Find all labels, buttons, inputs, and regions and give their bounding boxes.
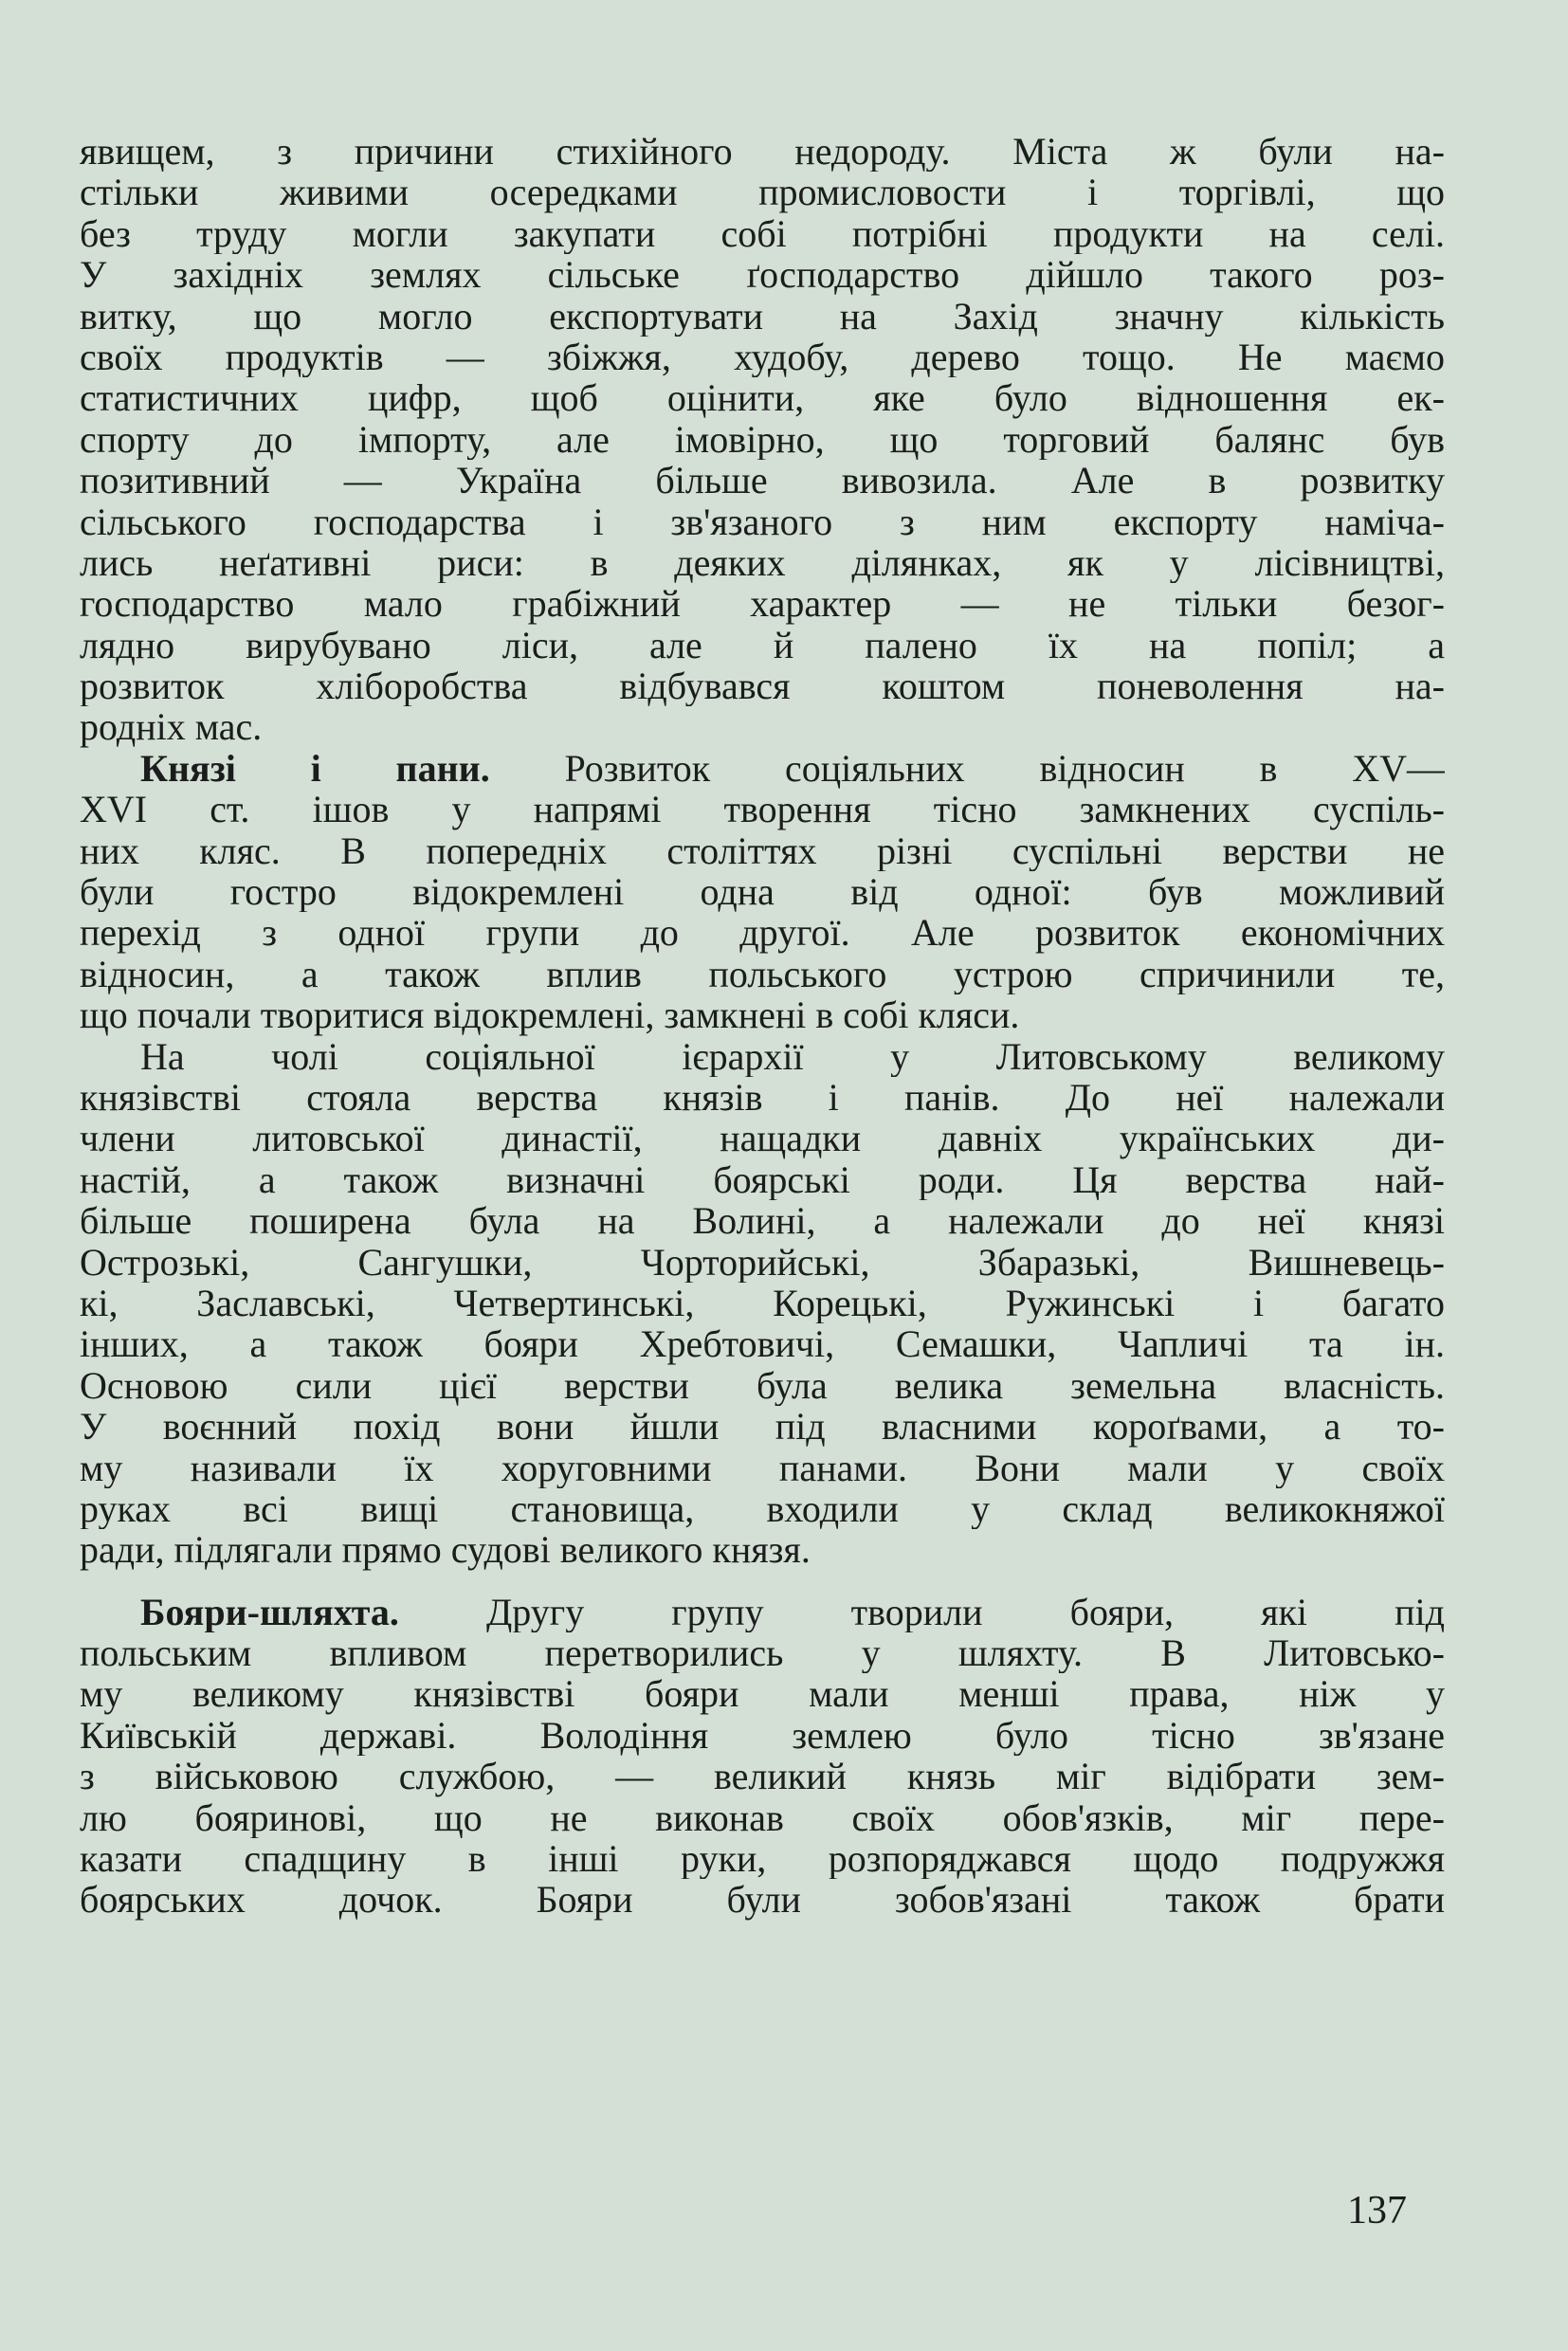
line-text: явищем, з причини стихійного недороду. Міста ж були на- bbox=[80, 131, 1445, 173]
text-line bbox=[80, 1323, 1445, 1364]
text-line bbox=[80, 1673, 1445, 1714]
line-text: без труду могли закупати собі потрібні продукти на селі. bbox=[80, 212, 1445, 255]
text-line bbox=[80, 1632, 1445, 1673]
text-line bbox=[80, 213, 1445, 254]
text-line bbox=[80, 830, 1445, 871]
line-text: господарство мало грабіжний характер — не тільки безог- bbox=[80, 583, 1445, 625]
paragraph bbox=[80, 1036, 1445, 1571]
line-text: своїх продуктів — збіжжя, худобу, дерево тощо. Не маємо bbox=[80, 336, 1445, 378]
text-line bbox=[80, 1077, 1445, 1118]
line-text: На чолі соціяльної ієрархії у Литовському великому bbox=[140, 1035, 1445, 1077]
text-line bbox=[80, 1879, 1445, 1920]
paragraph bbox=[80, 748, 1445, 1036]
line-text: спорту до імпорту, але імовірно, що торговий балянс був bbox=[80, 418, 1445, 461]
line-text: настій, а також визначні боярські роди. Ця верства най- bbox=[80, 1158, 1445, 1201]
line-text: позитивний — Україна більше вивозила. Але в розвитку bbox=[80, 460, 1445, 501]
line-text: боярських дочок. Бояри були зобов'язані також брати bbox=[80, 1879, 1445, 1921]
text-line bbox=[80, 1036, 1445, 1077]
line-text: статистичних цифр, щоб оцінити, яке було відношення ек- bbox=[80, 377, 1445, 419]
line-text: інших, а також бояри Хребтовичі, Семашки, Чапличі та ін. bbox=[80, 1323, 1445, 1365]
text-line bbox=[80, 1592, 1445, 1632]
line-text: родніх мас. bbox=[80, 706, 263, 748]
text-line bbox=[80, 1365, 1445, 1406]
section-heading: Бояри-шляхта. bbox=[140, 1591, 399, 1633]
text-line bbox=[80, 131, 1445, 172]
text-line bbox=[80, 1159, 1445, 1200]
line-text: ради, підлягали прямо судові великого князя. bbox=[80, 1529, 811, 1571]
text-line bbox=[80, 706, 1445, 747]
text-line bbox=[80, 1118, 1445, 1158]
text-line bbox=[80, 1838, 1445, 1879]
line-text: більше поширена була на Волині, а належали до неї князі bbox=[80, 1200, 1445, 1242]
section-gap bbox=[80, 1571, 1445, 1592]
line-text: руках всі вищі становища, входили у склад великокняжої bbox=[80, 1487, 1445, 1530]
text-line bbox=[80, 583, 1445, 624]
line-text: перехід з одної групи до другої. Але розвиток економічних bbox=[80, 912, 1445, 954]
line-text: що почали творитися відокремлені, замкнені в собі кляси. bbox=[80, 994, 1020, 1036]
line-text: члени литовської династії, нащадки давніх українських ди- bbox=[80, 1118, 1445, 1159]
line-text: му називали їх хоруговними панами. Вони мали у своїх bbox=[80, 1447, 1445, 1488]
text-line bbox=[80, 1448, 1445, 1488]
line-text: Острозькі, Сангушки, Чорторийські, Збаразькі, Вишневець- bbox=[80, 1241, 1445, 1283]
line-text: стільки живими осередками промисловости і торгівлі, що bbox=[80, 172, 1445, 213]
text-line bbox=[80, 1797, 1445, 1838]
line-text: Київській державі. Володіння землею було тісно зв'язане bbox=[80, 1714, 1445, 1757]
text-line bbox=[80, 1242, 1445, 1283]
line-text: польським впливом перетворились у шляхту. В Литовсько- bbox=[80, 1632, 1445, 1674]
text-line bbox=[80, 954, 1445, 994]
text-line bbox=[80, 1756, 1445, 1796]
text-line bbox=[80, 1529, 1445, 1570]
text-line bbox=[80, 254, 1445, 295]
page-body-text bbox=[80, 131, 1445, 1921]
line-text: кі, Заславські, Четвертинські, Корецькі, Ружинські і багато bbox=[80, 1282, 1445, 1324]
line-text: лись неґативні риси: в деяких ділянках, як у лісівництві, bbox=[80, 541, 1445, 584]
line-text: Розвиток соціяльних відносин в XV— bbox=[489, 747, 1445, 790]
line-text: казати спадщину в інші руки, розпоряджався щодо подружжя bbox=[80, 1838, 1445, 1880]
line-text: них кляс. В попередніх століттях різні суспільні верстви не bbox=[80, 829, 1445, 872]
text-line bbox=[80, 1715, 1445, 1756]
text-line bbox=[80, 665, 1445, 706]
line-text: лядно вирубувано ліси, але й палено їх на попіл; а bbox=[80, 624, 1445, 666]
line-text: У західніх землях сільське ґосподарство дійшло такого роз- bbox=[80, 254, 1445, 296]
line-text: відносин, а також вплив польського устрою спричинили те, bbox=[80, 953, 1445, 995]
line-text: XVI ст. ішов у напрямі творення тісно замкнених суспіль- bbox=[80, 789, 1445, 830]
text-line bbox=[80, 460, 1445, 501]
paragraph bbox=[80, 1592, 1445, 1921]
line-text: були гостро відокремлені одна від одної: був можливий bbox=[80, 871, 1445, 913]
text-line bbox=[80, 871, 1445, 912]
text-line bbox=[80, 994, 1445, 1035]
text-line bbox=[80, 296, 1445, 337]
line-text: лю бояринові, що не виконав своїх обов'язків, міг пере- bbox=[80, 1796, 1445, 1839]
page-number: 137 bbox=[1347, 2189, 1407, 2233]
line-text: Основою сили цієї верстви була велика земельна власність. bbox=[80, 1364, 1445, 1407]
line-text: сільського господарства і зв'язаного з ним експорту наміча- bbox=[80, 501, 1445, 542]
text-line bbox=[80, 1488, 1445, 1529]
section-heading: Князі і пани. bbox=[140, 747, 490, 790]
paragraph bbox=[80, 131, 1445, 748]
text-line bbox=[80, 748, 1445, 789]
line-text: з військовою службою, — великий князь міг відібрати зем- bbox=[80, 1756, 1445, 1797]
text-line bbox=[80, 912, 1445, 953]
text-line bbox=[80, 337, 1445, 377]
line-text: Другу групу творили бояри, які під bbox=[398, 1591, 1445, 1633]
text-line bbox=[80, 542, 1445, 583]
text-line bbox=[80, 419, 1445, 460]
text-line bbox=[80, 501, 1445, 542]
text-line bbox=[80, 789, 1445, 829]
text-line bbox=[80, 1283, 1445, 1323]
text-line bbox=[80, 172, 1445, 212]
line-text: му великому князівстві бояри мали менші права, ніж у bbox=[80, 1673, 1445, 1715]
line-text: витку, що могло експортувати на Захід значну кількість bbox=[80, 295, 1445, 337]
text-line bbox=[80, 1406, 1445, 1447]
text-line bbox=[80, 625, 1445, 665]
text-line bbox=[80, 1200, 1445, 1241]
line-text: князівстві стояла верства князів і панів. До неї належали bbox=[80, 1076, 1445, 1119]
text-line bbox=[80, 377, 1445, 418]
line-text: У воєнний похід вони йшли під власними короґвами, а то- bbox=[80, 1406, 1445, 1448]
line-text: розвиток хліборобства відбувався коштом поневолення на- bbox=[80, 665, 1445, 707]
